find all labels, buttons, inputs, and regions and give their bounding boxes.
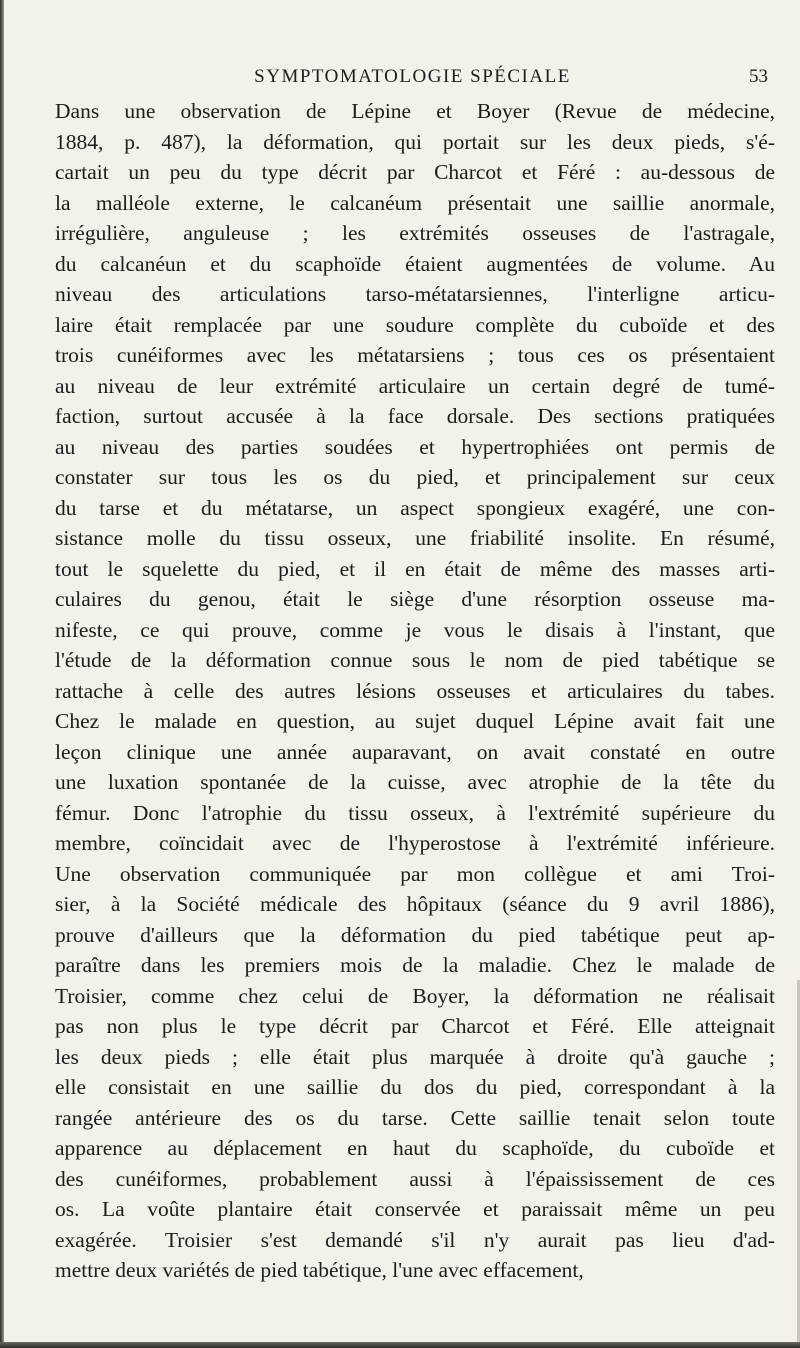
running-head [55, 66, 770, 90]
text-line: trois cunéiformes avec les métatarsiens ; tous ces os présentaient [55, 343, 775, 367]
text-line: niveau des articulations tarso-métatarsiennes, l'interligne articu- [55, 282, 775, 306]
text-line: pas non plus le type décrit par Charcot et Féré. Elle atteignait [55, 1014, 775, 1038]
text-line: constater sur tous les os du pied, et principalement sur ceux [55, 465, 775, 489]
text-line: Troisier, comme chez celui de Boyer, la déformation ne réalisait [55, 983, 775, 1008]
text-line: la malléole externe, le calcanéum présentait une saillie anormale, [55, 190, 775, 215]
text-line: une luxation spontanée de la cuisse, avec atrophie de la tête du [55, 770, 775, 794]
text-line: exagérée. Troisier s'est demandé s'il n'y aurait pas lieu d'ad- [55, 1227, 775, 1252]
text-line: mettre deux variétés de pied tabétique, l'une avec effacement, [55, 1258, 584, 1282]
text-line: prouve d'ailleurs que la déformation du pied tabétique peut ap- [55, 922, 775, 947]
text-line: au niveau des parties soudées et hypertrophiées ont permis de [55, 434, 775, 459]
text-line: 1884, p. 487), la déformation, qui portait sur les deux pieds, s'é- [55, 129, 775, 154]
text-line: du calcanéun et du scaphoïde étaient augmentées de volume. Au [55, 251, 775, 276]
text-line: laire était remplacée par une soudure complète du cuboïde et des [55, 312, 775, 337]
text-line: nifeste, ce qui prouve, comme je vous le disais à l'instant, que [55, 617, 775, 642]
text-line: rattache à celle des autres lésions osseuses et articulaires du tabes. [55, 678, 775, 703]
text-line: elle consistait en une saillie du dos du pied, correspondant à la [55, 1075, 775, 1099]
text-line: leçon clinique une année auparavant, on avait constaté en outre [55, 739, 775, 764]
page-left-edge [0, 0, 4, 1348]
text-line: culaires du genou, était le siège d'une résorption osseuse ma- [55, 587, 775, 611]
text-line: des cunéiformes, probablement aussi à l'épaississement de ces [55, 1166, 775, 1191]
text-line: Dans une observation de Lépine et Boyer (Revue de médecine, [55, 99, 775, 123]
body-text [55, 96, 775, 1286]
text-line: sier, à la Société médicale des hôpitaux (séance du 9 avril 1886), [55, 892, 775, 916]
page-number: 53 [749, 66, 768, 87]
text-line: les deux pieds ; elle était plus marquée à droite qu'à gauche ; [55, 1044, 775, 1069]
text-line: au niveau de leur extrémité articulaire un certain degré de tumé- [55, 373, 775, 398]
text-line: apparence au déplacement en haut du scaphoïde, du cuboïde et [55, 1136, 775, 1160]
text-line: irrégulière, anguleuse ; les extrémités osseuses de l'astragale, [55, 221, 775, 245]
text-line: faction, surtout accusée à la face dorsale. Des sections pratiquées [55, 404, 775, 428]
text-line: os. La voûte plantaire était conservée et paraissait même un peu [55, 1197, 775, 1221]
running-title: SYMPTOMATOLOGIE SPÉCIALE [254, 66, 571, 87]
text-line: rangée antérieure des os du tarse. Cette saillie tenait selon toute [55, 1105, 775, 1130]
text-line: du tarse et du métatarse, un aspect spongieux exagéré, une con- [55, 495, 775, 520]
text-line: Une observation communiquée par mon collègue et ami Troi- [55, 861, 775, 886]
text-line: Chez le malade en question, au sujet duquel Lépine avait fait une [55, 709, 775, 733]
text-line: l'étude de la déformation connue sous le nom de pied tabétique se [55, 648, 775, 672]
text-line: paraître dans les premiers mois de la maladie. Chez le malade de [55, 953, 775, 977]
text-line: fémur. Donc l'atrophie du tissu osseux, à l'extrémité supérieure du [55, 800, 775, 825]
text-line: cartait un peu du type décrit par Charcot et Féré : au-dessous de [55, 160, 775, 184]
page-bottom-edge [0, 1342, 800, 1348]
text-line: tout le squelette du pied, et il en était de même des masses arti- [55, 556, 775, 581]
text-line: membre, coïncidait avec de l'hyperostose à l'extrémité inférieure. [55, 831, 775, 855]
text-line: sistance molle du tissu osseux, une friabilité insolite. En résumé, [55, 526, 775, 550]
